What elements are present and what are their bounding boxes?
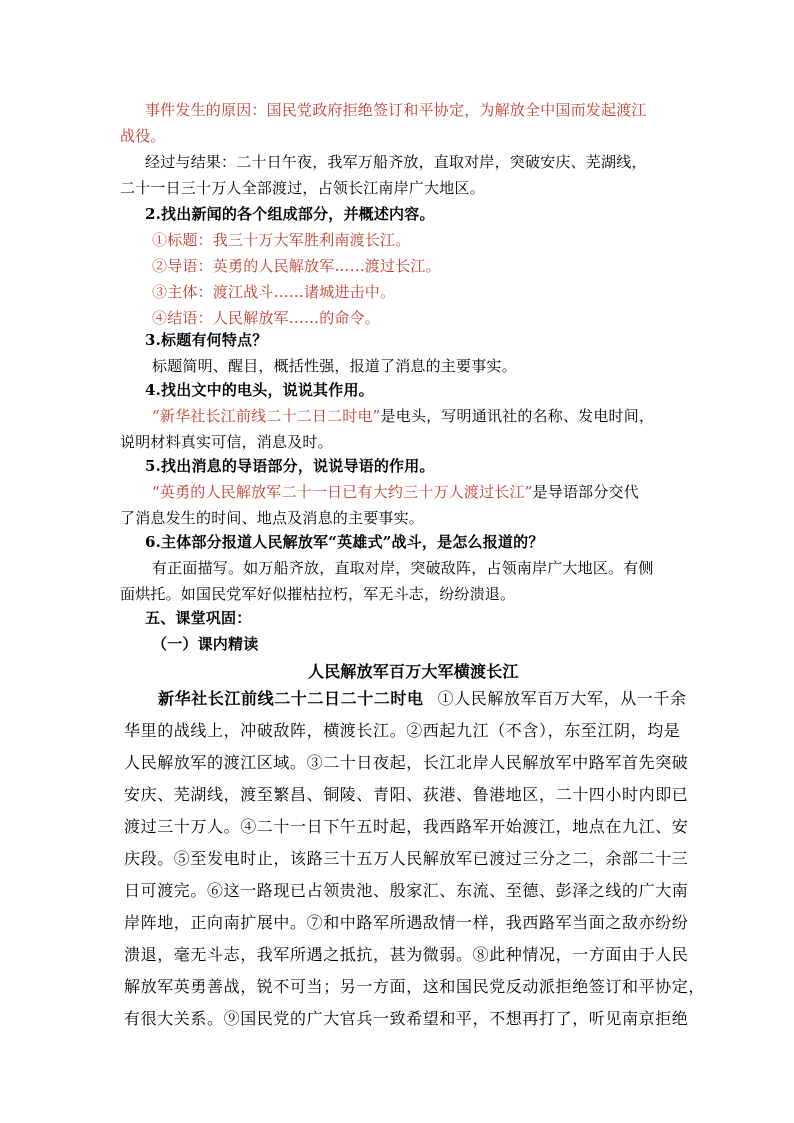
answer-line: ②导语：英勇的人民解放军……渡过长江。: [152, 257, 441, 275]
article-line: 溃退，毫无斗志，我军所遇之抵抗，甚为微弱。⑧此种情况，一方面由于人民: [124, 945, 689, 964]
answer-line: 说明材料真实可信，消息及时。: [120, 433, 333, 451]
article-line: 庆段。⑤至发电时止，该路三十五万人民解放军已渡过三分之二，余部二十三: [124, 849, 689, 868]
article-line: 安庆、芜湖线，渡至繁昌、铜陵、青阳、荻港、鲁港地区，二十四小时内即已: [124, 785, 689, 804]
answer-line: ③主体：渡江战斗……诸城进击中。: [152, 283, 396, 301]
text-line: 二十一日三十万人全部渡过，占领长江南岸广大地区。: [120, 179, 485, 197]
subsection-heading: （一）课内精读: [152, 635, 259, 653]
article-line: 渡过三十万人。④二十一日下午五时起，我西路军开始渡江，地点在九江、安: [124, 817, 689, 836]
article-line: [158, 688, 687, 710]
text-line: 事件发生的原因：国民党政府拒绝签订和平协定，为解放全中国而发起渡江: [145, 101, 647, 119]
article-title: 人民解放军百万大军横渡长江: [308, 662, 519, 681]
answer-line: [152, 482, 639, 502]
text-line: 战役。: [120, 127, 166, 145]
question-heading: 5.找出消息的导语部分，说说导语的作用。: [145, 457, 435, 475]
answer-line: ①标题：我三十万大军胜利南渡长江。: [152, 231, 411, 249]
answer-line: 标题简明、醒目，概括性强，报道了消息的主要事实。: [152, 357, 517, 375]
quoted-lead: “英勇的人民解放军二十一日已有大约三十万人渡过长江”: [152, 483, 533, 501]
question-heading: 6.主体部分报道人民解放军“英雄式”战斗，是怎么报道的？: [145, 533, 544, 551]
answer-line: 有正面描写。如万船齐放，直取对岸，突破敌阵，占领南岸广大地区。有侧: [152, 559, 654, 577]
text-line: 经过与结果：二十日午夜，我军万船齐放，直取对岸，突破安庆、芜湖线，: [145, 153, 647, 171]
section-heading: 五、课堂巩固：: [145, 609, 252, 627]
article-text: ①人民解放军百万大军，从一千余: [437, 689, 687, 708]
article-dateline: 新华社长江前线二十二日二十二时电: [158, 689, 424, 708]
article-line: 有很大关系。⑨国民党的广大官兵一致希望和平，不想再打了，听见南京拒绝: [124, 1009, 689, 1028]
question-heading: 4.找出文中的电头，说说其作用。: [145, 381, 374, 399]
answer-line: ④结语：人民解放军……的命令。: [152, 309, 381, 327]
answer-text: 是导语部分交代: [532, 483, 639, 501]
answer-line: 了消息发生的时间、地点及消息的主要事实。: [120, 509, 425, 527]
answer-text: 是电头，写明通讯社的名称、发电时间，: [380, 407, 655, 425]
answer-line: 面烘托。如国民党军好似摧枯拉朽，军无斗志，纷纷溃退。: [120, 585, 516, 603]
article-line: 解放军英勇善战，锐不可当；另一方面，这和国民党反动派拒绝签订和平协定，: [124, 977, 706, 996]
article-line: 岸阵地，正向南扩展中。⑦和中路军所遇敌情一样，我西路军当面之敌亦纷纷: [124, 913, 689, 932]
answer-line: [152, 406, 654, 426]
question-heading: 3.标题有何特点？: [145, 331, 268, 349]
question-heading: 2.找出新闻的各个组成部分，并概述内容。: [145, 205, 435, 223]
article-line: 人民解放军的渡江区域。③二十日夜起，长江北岸人民解放军中路军首先突破: [124, 753, 689, 772]
article-line: 日可渡完。⑥这一路现已占领贵池、殷家汇、东流、至德、彭泽之线的广大南: [124, 881, 689, 900]
article-line: 华里的战线上，冲破敌阵，横渡长江。②西起九江（不含），东至江阴，均是: [124, 721, 681, 740]
quoted-dateline: “新华社长江前线二十二日二时电”: [152, 407, 381, 425]
